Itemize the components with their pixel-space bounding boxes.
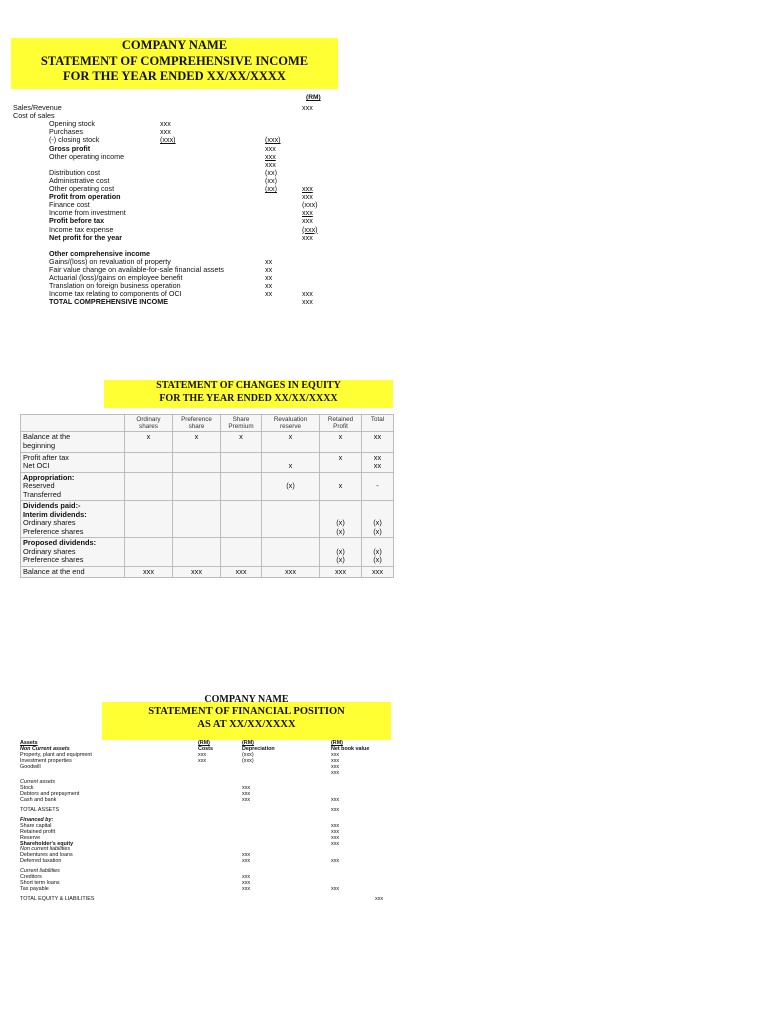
income-line-label: Income tax expense <box>49 224 114 234</box>
equity-cell: xxx <box>173 566 221 578</box>
equity-row <box>21 452 394 472</box>
fp-line-value: xxx <box>331 757 340 764</box>
income-line-value: xx <box>265 289 273 299</box>
equity-statement-title: STATEMENT OF CHANGES IN EQUITY <box>156 380 341 391</box>
equity-cell: x <box>262 432 320 452</box>
income-line-value: xx <box>265 273 273 283</box>
equity-table-body <box>21 432 394 578</box>
income-statement-title: STATEMENT OF COMPREHENSIVE INCOME <box>40 53 309 68</box>
income-line-value: xxx <box>302 184 313 193</box>
equity-cell <box>125 452 173 472</box>
fp-line-value: xxx <box>331 822 340 829</box>
equity-row <box>21 538 394 567</box>
equity-row <box>21 472 394 501</box>
financial-position-banner <box>102 694 391 740</box>
company-name-heading: COMPANY NAME <box>121 38 228 52</box>
fp-line-value: xxx <box>331 885 340 892</box>
fp-line-value: xxx <box>331 828 340 835</box>
income-line-label: Other comprehensive income <box>49 248 151 258</box>
income-line-label: Income from investment <box>49 208 126 218</box>
equity-cell: x <box>262 452 320 472</box>
fp-line-label: Shareholder's equity <box>20 840 74 847</box>
income-line-value: xxx <box>302 232 313 242</box>
fp-line-label: Cash and bank <box>20 797 57 804</box>
income-line-value: (xx) <box>265 184 277 193</box>
equity-col-header: Retained Profit <box>320 415 362 432</box>
fp-line-value: xxx <box>198 751 207 758</box>
fp-line-label: Current assets <box>20 779 56 786</box>
equity-cell <box>221 472 262 501</box>
income-line-value: xxx <box>265 159 276 169</box>
equity-statement-period: FOR THE YEAR ENDED XX/XX/XXXX <box>159 392 338 404</box>
income-line-label: Sales/Revenue <box>13 103 62 112</box>
equity-cell: xxx <box>262 566 320 578</box>
equity-cell: xx <box>362 432 394 452</box>
equity-cell: xx xx <box>362 452 394 472</box>
income-line-label: Net profit for the year <box>49 232 123 242</box>
equity-cell: xxx <box>125 566 173 578</box>
equity-cell <box>173 452 221 472</box>
fp-line-label: Financed by: <box>20 816 54 823</box>
equity-row-label: Balance at the beginning <box>21 432 125 452</box>
equity-col-header: Total <box>362 415 394 432</box>
equity-col-header: Share Premium <box>221 415 262 432</box>
fp-column-header: (RM) <box>198 740 210 746</box>
fp-line-value: xxx <box>242 858 251 865</box>
income-unit-header: (RM) <box>306 94 321 101</box>
income-line-value: (xx) <box>265 175 277 185</box>
equity-cell <box>125 501 173 538</box>
income-line-value: xxx <box>302 289 313 299</box>
fp-line-label: TOTAL ASSETS <box>20 807 60 813</box>
income-line-label: Purchases <box>49 127 83 137</box>
equity-cell: xxx <box>362 566 394 578</box>
income-line-value: xxx <box>302 192 313 202</box>
equity-col-header: Preference share <box>173 415 221 432</box>
income-line-label: Administrative cost <box>49 175 110 185</box>
income-line-label: TOTAL COMPREHENSIVE INCOME <box>49 297 169 307</box>
financial-position-title: STATEMENT OF FINANCIAL POSITION <box>148 706 345 717</box>
fp-line-label: Assets <box>20 740 38 746</box>
fp-line-value: xxx <box>375 895 384 902</box>
fp-line-value: xxx <box>331 840 340 847</box>
equity-col-header: Ordinary shares <box>125 415 173 432</box>
income-line-value: (xxx) <box>160 135 176 145</box>
equity-cell: x <box>221 432 262 452</box>
income-line-label: Other operating income <box>49 151 125 161</box>
equity-cell <box>221 452 262 472</box>
fp-line-value: (xxx) <box>242 751 254 758</box>
equity-cell <box>262 538 320 567</box>
income-line-value: (xxx) <box>302 224 318 234</box>
equity-cell: x <box>320 452 362 472</box>
equity-col-header: Revaluation reserve <box>262 415 320 432</box>
fp-line-value: xxx <box>242 874 251 880</box>
equity-header-blank <box>21 415 125 432</box>
income-line-value: xxx <box>302 297 313 307</box>
fp-line-label: Stock <box>20 785 34 792</box>
fp-line-label: Retained profit <box>20 828 56 835</box>
equity-cell <box>221 538 262 567</box>
fp-line-value: xxx <box>331 858 340 865</box>
fp-line-value: xxx <box>331 834 340 841</box>
equity-cell <box>125 472 173 501</box>
income-line-label: Opening stock <box>49 119 95 129</box>
income-statement-banner <box>11 38 338 89</box>
income-line-label: Cost of sales <box>13 111 55 121</box>
fp-line-value: xxx <box>331 797 340 804</box>
fp-line-label: Goodwill <box>20 763 41 770</box>
equity-cell: (x) (x) <box>362 501 394 538</box>
equity-cell: - <box>362 472 394 501</box>
equity-row-label: Dividends paid:- Interim dividends: Ordinary shares Preference shares <box>21 501 125 538</box>
income-line-value: xxx <box>302 208 313 218</box>
fp-line-label: Share capital <box>20 822 52 829</box>
financial-position-date: AS AT XX/XX/XXXX <box>197 719 296 731</box>
income-line-label: Income tax relating to components of OCI <box>49 289 182 299</box>
equity-statement-banner <box>104 380 393 408</box>
income-statement-period: FOR THE YEAR ENDED XX/XX/XXXX <box>63 69 286 84</box>
equity-cell: (x) (x) <box>320 501 362 538</box>
fp-line-label: Creditors <box>20 874 42 880</box>
equity-row-label: Profit after tax Net OCI <box>21 452 125 472</box>
fp-line-label: Investment properties <box>20 757 72 764</box>
income-line-value: (xxx) <box>265 135 281 145</box>
fp-line-label: Current liabilities <box>20 868 60 875</box>
equity-cell: xxx <box>320 566 362 578</box>
equity-cell <box>173 501 221 538</box>
income-line-value: (xxx) <box>302 200 318 210</box>
equity-table <box>20 414 394 578</box>
equity-cell: (x) <box>262 472 320 501</box>
fp-line-label: Reserve <box>20 834 41 841</box>
fp-line-label: Non Current assets <box>20 745 70 752</box>
income-line-value: xxx <box>265 143 276 153</box>
fp-line-label: Tax payable <box>20 885 49 892</box>
equity-row-label: Proposed dividends: Ordinary shares Preference shares <box>21 538 125 567</box>
equity-cell <box>125 538 173 567</box>
fp-column-header: Depreciation <box>242 746 275 752</box>
income-line-label: Translation on foreign business operation <box>49 281 181 291</box>
equity-cell <box>262 501 320 538</box>
equity-cell: x <box>320 432 362 452</box>
equity-cell: x <box>173 432 221 452</box>
income-line-value: xxx <box>302 103 313 112</box>
fp-column-header: (RM) <box>242 740 254 746</box>
fp-line-label: Property, plant and equipment <box>20 751 92 758</box>
fp-line-label: TOTAL EQUITY & LIABILITIES <box>20 895 95 902</box>
income-line-label: Distribution cost <box>49 167 101 177</box>
income-line-value: xx <box>265 256 273 266</box>
fp-line-label: Deferred taxation <box>20 858 62 865</box>
income-line-label: Fair value change on available-for-sale financial assets <box>49 265 224 274</box>
equity-row <box>21 566 394 578</box>
fp-line-label: Debentures and loans <box>20 852 73 859</box>
income-line-label: Gross profit <box>49 143 91 153</box>
income-line-value: xxx <box>160 119 171 129</box>
income-line-value: (xx) <box>265 167 277 177</box>
company-name-heading-cut: COMPANY NAME <box>204 694 289 705</box>
fp-line-value: xxx <box>331 769 340 776</box>
fp-line-value: xxx <box>242 797 251 804</box>
income-line-value: xx <box>265 265 273 274</box>
fp-line-value: xxx <box>331 763 340 770</box>
income-line-label: Other operating cost <box>49 184 115 193</box>
fp-line-value: (xxx) <box>242 757 254 764</box>
fp-line-value: xxx <box>242 885 251 892</box>
fp-line-value: xxx <box>331 751 340 758</box>
fp-line-value: xxx <box>242 852 251 859</box>
equity-row <box>21 432 394 452</box>
income-line-value: xxx <box>302 216 313 226</box>
income-line-value: xx <box>265 281 273 291</box>
equity-cell: x <box>320 472 362 501</box>
fp-line-label: Debtors and prepayment <box>20 791 80 798</box>
equity-cell: xxx <box>221 566 262 578</box>
equity-header-row <box>21 415 394 432</box>
fp-column-header: Costs <box>198 746 213 752</box>
income-line-label: Profit from operation <box>49 192 121 202</box>
equity-row <box>21 501 394 538</box>
fp-line-label: Short term loans <box>20 879 60 886</box>
equity-row-label: Balance at the end <box>21 566 125 578</box>
equity-cell <box>173 538 221 567</box>
income-line-value: xxx <box>265 151 276 161</box>
fp-line-value: xxx <box>198 757 207 764</box>
fp-column-header: (RM) <box>331 740 343 746</box>
equity-cell: x <box>125 432 173 452</box>
income-line-label: (-) closing stock <box>49 135 100 145</box>
fp-line-value: xxx <box>242 879 251 886</box>
fp-line-value: xxx <box>242 785 251 792</box>
income-line-label: Profit before tax <box>49 216 105 226</box>
income-line-value: xxx <box>160 127 171 137</box>
equity-cell <box>221 501 262 538</box>
equity-row-label: Appropriation: Reserved Transferred <box>21 472 125 501</box>
equity-cell <box>173 472 221 501</box>
income-line-label: Gains/(loss) on revaluation of property <box>49 256 171 266</box>
income-line-label: Actuarial (loss)/gains on employee benefit <box>49 273 183 283</box>
equity-cell: (x) (x) <box>362 538 394 567</box>
fp-line-value: xxx <box>242 791 251 798</box>
income-line-label: Finance cost <box>49 200 90 210</box>
fp-line-label: Non current liabilities <box>20 846 71 853</box>
equity-cell: (x) (x) <box>320 538 362 567</box>
fp-column-header: Net book value <box>331 746 370 752</box>
fp-line-value: xxx <box>331 807 340 813</box>
